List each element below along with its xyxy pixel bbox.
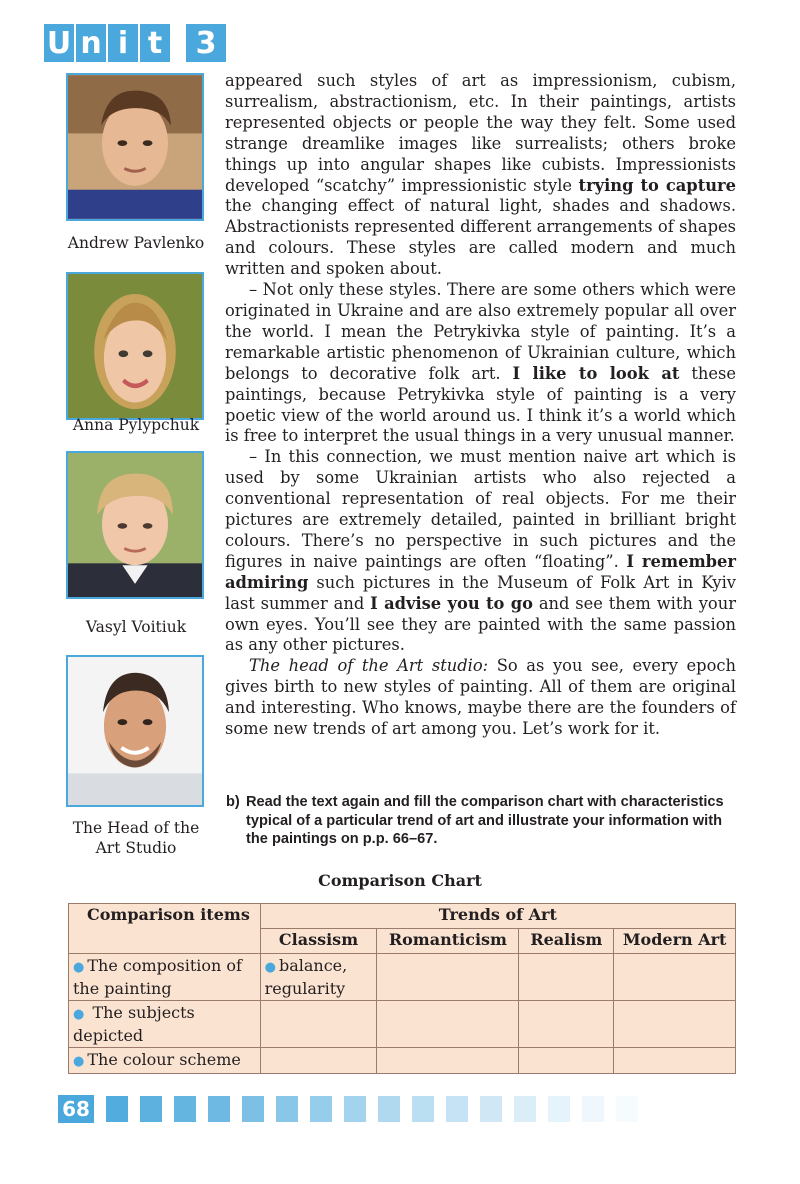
caption-head-of-art-studio: The Head of the Art Studio bbox=[72, 819, 200, 857]
paragraph bbox=[225, 71, 736, 280]
row-item-text: The subjects depicted bbox=[73, 1003, 195, 1045]
table-cell bbox=[377, 1001, 519, 1048]
table-cell bbox=[614, 954, 736, 1001]
paragraph bbox=[225, 447, 736, 656]
task-b bbox=[226, 793, 738, 849]
table-cell bbox=[519, 954, 614, 1001]
unit-letter: n bbox=[76, 24, 106, 62]
table-row bbox=[69, 954, 736, 1001]
portrait-boy-icon bbox=[68, 453, 202, 597]
table-cell bbox=[260, 954, 377, 1001]
text-span: these paintings, because Petrykivka style of painting is a very poetic view of the world around us. I think it’s a world which is free to interpret the usual things in a very unusual manner. bbox=[225, 363, 736, 446]
bullet-icon: ● bbox=[73, 960, 85, 975]
table-cell bbox=[519, 1001, 614, 1048]
row-item-text: The colour scheme bbox=[87, 1050, 241, 1069]
photo-anna-pylypchuk bbox=[66, 272, 204, 420]
portrait-man-icon bbox=[68, 657, 202, 805]
row-item bbox=[69, 1048, 261, 1074]
table-cell bbox=[519, 1048, 614, 1074]
bold-phrase: I advise you to go bbox=[370, 593, 533, 613]
decor-square bbox=[480, 1096, 502, 1122]
cell-text: balance, regularity bbox=[264, 956, 348, 998]
decor-square bbox=[140, 1096, 162, 1122]
bold-phrase: I like to look at bbox=[512, 363, 680, 383]
decor-square bbox=[242, 1096, 264, 1122]
table-cell bbox=[614, 1048, 736, 1074]
unit-letter: t bbox=[140, 24, 170, 62]
portrait-girl-icon bbox=[68, 274, 202, 418]
paragraph bbox=[225, 280, 736, 447]
trends-header: Trends of Art bbox=[260, 904, 735, 929]
decor-square bbox=[378, 1096, 400, 1122]
decor-square bbox=[446, 1096, 468, 1122]
photo-andrew-pavlenko bbox=[66, 73, 204, 221]
table-row bbox=[69, 1001, 736, 1048]
unit-number: 3 bbox=[186, 24, 226, 62]
bold-phrase: I remember admiring bbox=[225, 551, 736, 592]
text-span: – Not only these styles. There are some others which were originated in Ukraine and are also extremely popular all over the world. I mean the Petrykivka style of painting. It’s a remarkable artistic phenomenon of Ukrainian culture, which belongs to decorative folk art. bbox=[225, 280, 736, 383]
unit-header bbox=[44, 24, 228, 64]
caption-andrew: Andrew Pavlenko bbox=[67, 234, 205, 252]
decor-square bbox=[106, 1096, 128, 1122]
table-cell bbox=[377, 1048, 519, 1074]
chart-title: Comparison Chart bbox=[318, 871, 482, 890]
decor-square bbox=[310, 1096, 332, 1122]
decor-square bbox=[548, 1096, 570, 1122]
text-span: So as you see, every epoch gives birth to new styles of painting. All of them are original and interesting. Who knows, maybe there are the founders of some new trends of art among you. Let’s work for it. bbox=[225, 656, 736, 739]
row-item-text: The composition of the painting bbox=[73, 956, 242, 998]
bullet-icon: ● bbox=[73, 1054, 85, 1069]
paragraph bbox=[225, 656, 736, 740]
table-cell bbox=[260, 1001, 377, 1048]
table-cell bbox=[377, 954, 519, 1001]
decor-square bbox=[344, 1096, 366, 1122]
row-item bbox=[69, 954, 261, 1001]
unit-letter: i bbox=[108, 24, 138, 62]
items-header: Comparison items bbox=[69, 904, 261, 954]
bullet-icon: ● bbox=[264, 960, 276, 975]
row-item bbox=[69, 1001, 261, 1048]
table-cell bbox=[260, 1048, 377, 1074]
photo-head-of-art-studio bbox=[66, 655, 204, 807]
text-span: – In this connection, we must mention naive art which is used by some Ukrainian artists who also rejected a conventional representation of real objects. For me their pictures are extremely detailed, painted in brilliant bright colours. There’s no perspective in such pictures and the figures in naive paintings are often “floating”. bbox=[225, 447, 736, 571]
decor-square bbox=[208, 1096, 230, 1122]
caption-vasyl: Vasyl Voitiuk bbox=[85, 618, 187, 636]
task-label: b) bbox=[226, 794, 240, 810]
decor-square bbox=[616, 1096, 638, 1122]
portrait-boy-icon bbox=[68, 75, 202, 219]
page-number: 68 bbox=[58, 1095, 94, 1123]
decor-square bbox=[276, 1096, 298, 1122]
column-header: Classism bbox=[260, 929, 377, 954]
text-span: and see them with your own eyes. You’ll see they are painted with the same passion as any other pictures. bbox=[225, 593, 736, 655]
table-cell bbox=[614, 1001, 736, 1048]
page-footer bbox=[58, 1094, 650, 1124]
text-span: appeared such styles of art as impressionism, cubism, surrealism, abstractionism, etc. In their paintings, artists represented objects or people the way they felt. Some used strange dreamlike images like surrealists; others broke things up into angular shapes like cubists. Impressionists developed “scatchy” impressionistic style bbox=[225, 71, 736, 195]
task-text: Read the text again and fill the comparison chart with characteristics typical of a particular trend of art and illustrate your information with the paintings on p.p. 66–67. bbox=[246, 794, 724, 848]
text-span: such pictures in the Museum of Folk Art in Kyiv last summer and bbox=[225, 572, 736, 613]
caption-anna: Anna Pylypchuk bbox=[72, 416, 200, 434]
photo-vasyl-voitiuk bbox=[66, 451, 204, 599]
text-span: the changing effect of natural light, shades and shadows. Abstractionists represented different arrangements of shapes and colours. These styles are called modern and much written and spoken about. bbox=[225, 196, 736, 279]
table-row bbox=[69, 1048, 736, 1074]
comparison-chart bbox=[68, 903, 736, 1074]
bullet-icon: ● bbox=[73, 1007, 85, 1022]
speaker-label: The head of the Art studio: bbox=[249, 656, 489, 676]
decor-square bbox=[582, 1096, 604, 1122]
decor-square bbox=[514, 1096, 536, 1122]
main-text bbox=[225, 71, 736, 740]
column-header: Modern Art bbox=[614, 929, 736, 954]
column-header: Romanticism bbox=[377, 929, 519, 954]
unit-letter: U bbox=[44, 24, 74, 62]
bold-phrase: trying to capture bbox=[578, 175, 736, 195]
decor-square bbox=[174, 1096, 196, 1122]
column-header: Realism bbox=[519, 929, 614, 954]
decor-square bbox=[412, 1096, 434, 1122]
